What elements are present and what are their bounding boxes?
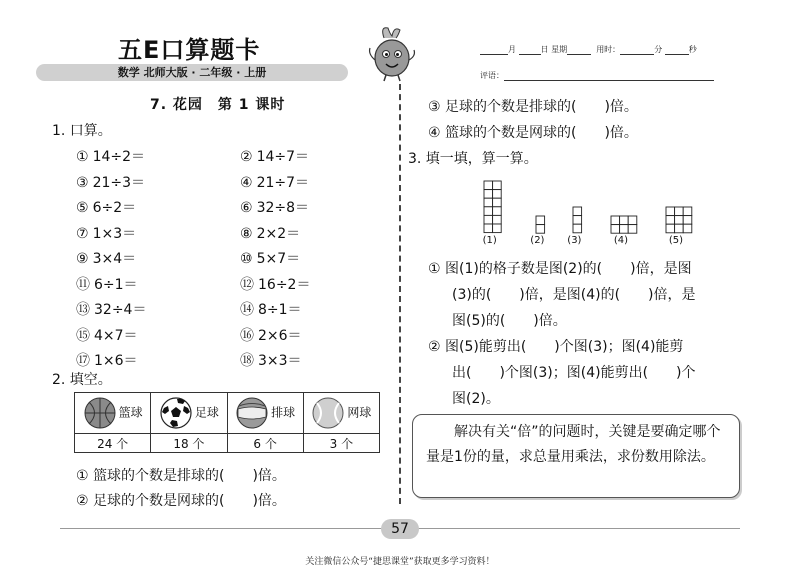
s3-q1-line1: ① 图(1)的格子数是图(2)的( )倍，是图 xyxy=(428,261,692,277)
ball-cell-tennis: 网球 xyxy=(303,393,379,434)
grid-figure-4 xyxy=(610,215,638,234)
problem-number: ⑨ xyxy=(76,251,89,267)
problem-item xyxy=(240,172,309,192)
grid-label-3: (3) xyxy=(567,235,582,246)
page-number: 57 xyxy=(381,519,419,539)
problem-number: ⑰ xyxy=(76,353,90,369)
problem-expression: 16÷2＝ xyxy=(258,276,311,293)
problem-number: ⑧ xyxy=(240,225,253,242)
problem-item xyxy=(240,248,300,268)
problem-item xyxy=(240,299,302,319)
problem-expression: 8÷1＝ xyxy=(258,302,302,318)
problem-item xyxy=(76,325,138,345)
count-volleyball: 6 个 xyxy=(227,434,303,453)
grid-figure-3 xyxy=(572,206,583,234)
grid-figure-2 xyxy=(535,215,546,234)
problem-item xyxy=(76,172,145,192)
problem-number: ② xyxy=(240,149,253,165)
problem-expression: 21÷7＝ xyxy=(256,174,310,191)
problem-number: ⑱ xyxy=(240,353,254,369)
problem-item xyxy=(76,223,136,243)
problem-item xyxy=(240,325,302,345)
s2-question-1: ① 篮球的个数是排球的( )倍。 xyxy=(76,468,286,484)
problem-number: ⑭ xyxy=(240,302,254,318)
count-tennis: 3 个 xyxy=(303,434,379,453)
soccer-ball-icon xyxy=(159,396,193,430)
s2-question-4: ④ 篮球的个数是网球的( )倍。 xyxy=(428,125,638,141)
ball-cell-basketball: 篮球 xyxy=(75,393,151,434)
tennis-ball-icon xyxy=(311,396,345,430)
problem-number: ⑮ xyxy=(76,327,90,344)
section1-label: 1. 口算。 xyxy=(52,123,112,139)
problem-item xyxy=(76,299,146,319)
problem-item xyxy=(76,248,136,268)
problem-expression: 14÷2＝ xyxy=(92,149,146,165)
problem-number: ④ xyxy=(240,174,253,191)
basketball-icon xyxy=(83,396,117,430)
ball-cell-volleyball: 排球 xyxy=(227,393,303,434)
problem-item xyxy=(76,146,145,166)
problem-expression: 32÷8＝ xyxy=(256,200,310,216)
problem-expression: 1×3＝ xyxy=(92,225,137,242)
ball-count-table xyxy=(74,392,380,453)
s3-q1-line3: 图(5)的( )倍。 xyxy=(452,313,567,329)
grid-label-2: (2) xyxy=(530,235,545,246)
tip-text: 解决有关“倍”的问题时，关键是要确定哪个量是1份的量，求总量用乘法，求份数用除法。 xyxy=(426,424,721,465)
problem-number: ⑩ xyxy=(240,251,253,267)
brand-title: 五E口算题卡 xyxy=(118,36,261,64)
problem-expression: 2×6＝ xyxy=(258,327,302,344)
problem-number: ⑥ xyxy=(240,200,253,216)
problem-expression: 6÷1＝ xyxy=(94,276,138,293)
ball-cell-soccer: 足球 xyxy=(151,393,227,434)
problem-number: ① xyxy=(76,149,89,165)
problem-expression: 4×7＝ xyxy=(94,327,138,344)
problem-item xyxy=(240,274,310,294)
lesson-title: 7. 花园 第 1 课时 xyxy=(150,97,286,113)
problem-number: ⑯ xyxy=(240,327,254,344)
comment-line: 评语： xyxy=(480,70,714,81)
problem-expression: 3×3＝ xyxy=(258,353,302,369)
s3-q1-line2: (3)的( )倍，是图(4)的( )倍，是 xyxy=(452,287,696,303)
problem-number: ⑬ xyxy=(76,302,90,318)
s2-question-3: ③ 足球的个数是排球的( )倍。 xyxy=(428,99,638,115)
s3-q2-line2: 出( )个图(3)；图(4)能剪出( )个 xyxy=(452,365,696,381)
problem-item xyxy=(240,223,300,243)
problem-item xyxy=(76,197,136,217)
problem-expression: 2×2＝ xyxy=(256,225,301,242)
problem-number: ⑦ xyxy=(76,225,89,242)
column-divider xyxy=(399,84,401,504)
problem-expression: 32÷4＝ xyxy=(94,302,147,318)
s3-q2-line1: ② 图(5)能剪出( )个图(3)；图(4)能剪 xyxy=(428,339,684,355)
problem-number: ⑪ xyxy=(76,276,90,293)
section3-label: 3. 填一填，算一算。 xyxy=(408,151,538,167)
grid-figure-5 xyxy=(665,206,693,234)
problem-item xyxy=(240,146,309,166)
count-soccer: 18 个 xyxy=(151,434,227,453)
problem-expression: 1×6＝ xyxy=(94,353,138,369)
problem-number: ③ xyxy=(76,174,89,191)
date-line: 月 日 星期 用时： 分 秒 xyxy=(480,44,697,55)
s3-q2-line3: 图(2)。 xyxy=(452,391,500,407)
subtitle: 数学 北师大版 · 二年级 · 上册 xyxy=(117,66,267,79)
radish-mascot-icon xyxy=(362,24,422,84)
problem-expression: 3×4＝ xyxy=(92,251,137,267)
problem-item xyxy=(76,274,138,294)
count-basketball: 24 个 xyxy=(75,434,151,453)
problem-item xyxy=(240,197,309,217)
grid-label-5: (5) xyxy=(668,235,684,246)
problem-item xyxy=(76,350,138,370)
problem-expression: 5×7＝ xyxy=(256,251,301,267)
section2-label: 2. 填空。 xyxy=(52,372,112,388)
problem-expression: 14÷7＝ xyxy=(256,149,310,165)
problem-expression: 21÷3＝ xyxy=(92,174,146,191)
grid-label-1: (1) xyxy=(482,235,497,246)
s2-question-2: ② 足球的个数是网球的( )倍。 xyxy=(76,493,286,509)
problem-number: ⑤ xyxy=(76,200,89,216)
grid-label-4: (4) xyxy=(613,235,629,246)
footer-note: 关注微信公众号“捷思课堂”获取更多学习资料！ xyxy=(305,557,495,567)
problem-expression: 6÷2＝ xyxy=(92,200,137,216)
problem-item xyxy=(240,350,302,370)
problem-number: ⑫ xyxy=(240,276,254,293)
grid-figure-1 xyxy=(483,180,502,234)
volleyball-icon xyxy=(235,396,269,430)
